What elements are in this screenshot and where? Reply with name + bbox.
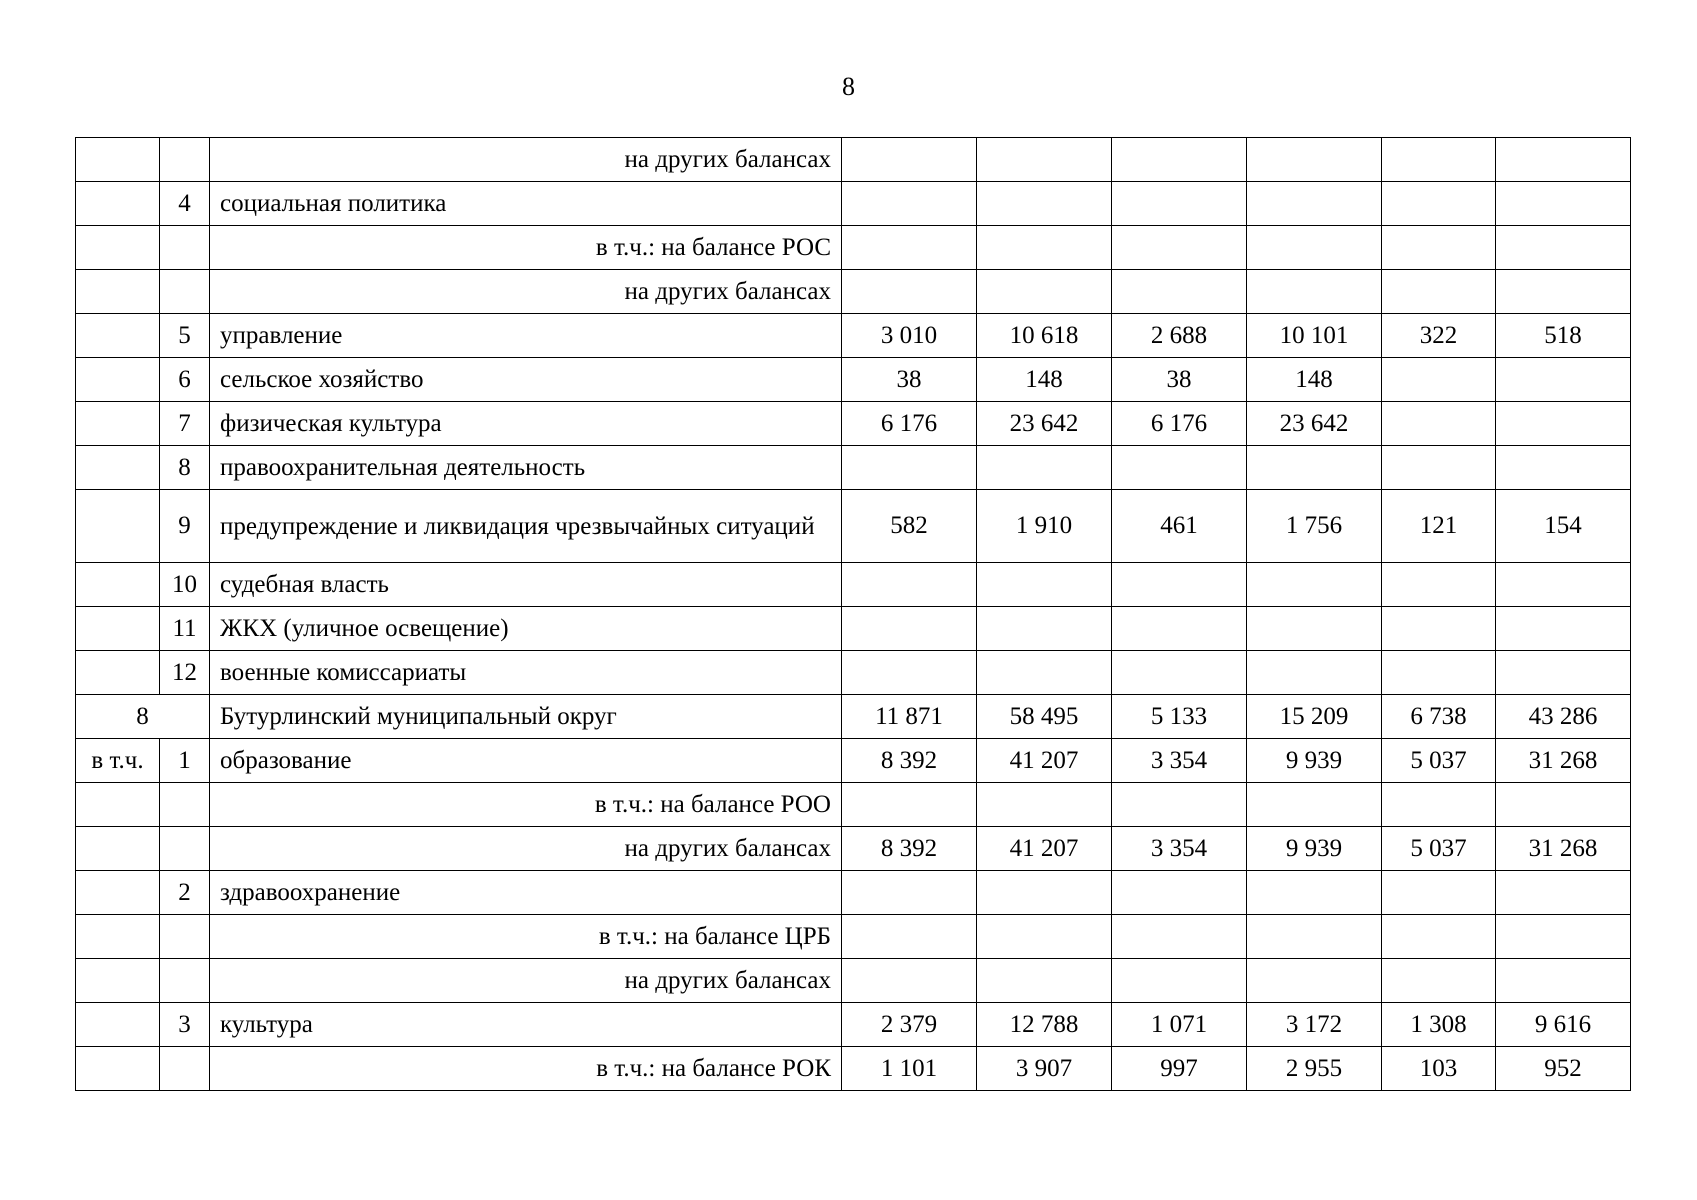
value-cell: 1 101	[842, 1047, 977, 1091]
value-cell	[1382, 402, 1496, 446]
value-cell: 5 037	[1382, 827, 1496, 871]
value-cell: 31 268	[1496, 739, 1631, 783]
row-group-label	[76, 651, 160, 695]
value-cell: 58 495	[977, 695, 1112, 739]
value-cell	[1496, 270, 1631, 314]
value-cell	[1112, 783, 1247, 827]
value-cell	[977, 138, 1112, 182]
value-cell	[842, 783, 977, 827]
value-cell: 1 756	[1247, 490, 1382, 563]
table-row	[76, 358, 1631, 402]
value-cell: 3 172	[1247, 1003, 1382, 1047]
value-cell	[842, 607, 977, 651]
value-cell	[1496, 358, 1631, 402]
value-cell: 3 354	[1112, 827, 1247, 871]
value-cell: 41 207	[977, 739, 1112, 783]
table-row	[76, 182, 1631, 226]
value-cell	[977, 563, 1112, 607]
table-row	[76, 651, 1631, 695]
value-cell	[1496, 402, 1631, 446]
table-row	[76, 827, 1631, 871]
value-cell: 148	[1247, 358, 1382, 402]
row-name: военные комиссариаты	[210, 651, 842, 695]
row-group-label	[76, 314, 160, 358]
value-cell	[1247, 607, 1382, 651]
row-item-number	[160, 226, 210, 270]
table-row	[76, 314, 1631, 358]
value-cell	[1112, 915, 1247, 959]
value-cell: 1 308	[1382, 1003, 1496, 1047]
value-cell	[1382, 358, 1496, 402]
value-cell: 461	[1112, 490, 1247, 563]
value-cell	[977, 783, 1112, 827]
row-item-number	[160, 959, 210, 1003]
table-row	[76, 1003, 1631, 1047]
row-item-number	[160, 1047, 210, 1091]
row-group-label	[76, 827, 160, 871]
table-row	[76, 871, 1631, 915]
row-name: Бутурлинский муниципальный округ	[210, 695, 842, 739]
value-cell: 2 688	[1112, 314, 1247, 358]
row-group-label	[76, 959, 160, 1003]
value-cell	[842, 226, 977, 270]
value-cell: 154	[1496, 490, 1631, 563]
value-cell	[842, 871, 977, 915]
row-name: образование	[210, 739, 842, 783]
value-cell: 23 642	[977, 402, 1112, 446]
row-group-label	[76, 446, 160, 490]
row-item-number	[160, 270, 210, 314]
value-cell: 582	[842, 490, 977, 563]
row-group-label	[76, 1003, 160, 1047]
table-row	[76, 446, 1631, 490]
value-cell: 10 101	[1247, 314, 1382, 358]
value-cell	[977, 959, 1112, 1003]
table-row	[76, 739, 1631, 783]
value-cell	[1382, 959, 1496, 1003]
value-cell	[1496, 226, 1631, 270]
value-cell: 148	[977, 358, 1112, 402]
value-cell	[1247, 226, 1382, 270]
value-cell	[1382, 915, 1496, 959]
value-cell: 38	[1112, 358, 1247, 402]
row-item-number	[160, 783, 210, 827]
value-cell: 5 037	[1382, 739, 1496, 783]
row-item-number: 3	[160, 1003, 210, 1047]
value-cell: 23 642	[1247, 402, 1382, 446]
value-cell: 121	[1382, 490, 1496, 563]
row-name: здравоохранение	[210, 871, 842, 915]
value-cell	[842, 651, 977, 695]
value-cell: 38	[842, 358, 977, 402]
value-cell	[1382, 226, 1496, 270]
row-name: предупреждение и ликвидация чрезвычайных ситуаций	[210, 490, 842, 563]
value-cell	[1496, 607, 1631, 651]
value-cell: 9 616	[1496, 1003, 1631, 1047]
row-name: сельское хозяйство	[210, 358, 842, 402]
value-cell	[977, 226, 1112, 270]
value-cell	[977, 915, 1112, 959]
value-cell: 31 268	[1496, 827, 1631, 871]
value-cell: 997	[1112, 1047, 1247, 1091]
row-group-label	[76, 402, 160, 446]
value-cell: 952	[1496, 1047, 1631, 1091]
value-cell: 103	[1382, 1047, 1496, 1091]
value-cell	[1247, 783, 1382, 827]
row-item-number: 4	[160, 182, 210, 226]
value-cell	[1112, 446, 1247, 490]
row-group-label	[76, 1047, 160, 1091]
value-cell: 2 955	[1247, 1047, 1382, 1091]
value-cell	[1382, 138, 1496, 182]
row-item-number: 2	[160, 871, 210, 915]
value-cell	[1112, 226, 1247, 270]
value-cell	[1112, 651, 1247, 695]
row-item-number: 10	[160, 563, 210, 607]
row-name: ЖКХ (уличное освещение)	[210, 607, 842, 651]
value-cell	[977, 651, 1112, 695]
row-group-label	[76, 358, 160, 402]
value-cell: 322	[1382, 314, 1496, 358]
row-name: на других балансах	[210, 138, 842, 182]
value-cell	[1112, 871, 1247, 915]
value-cell: 518	[1496, 314, 1631, 358]
row-group-label	[76, 783, 160, 827]
value-cell	[1496, 446, 1631, 490]
value-cell	[842, 446, 977, 490]
row-group-label: в т.ч.	[76, 739, 160, 783]
value-cell	[1496, 563, 1631, 607]
row-group-label	[76, 871, 160, 915]
value-cell	[842, 270, 977, 314]
table-row	[76, 226, 1631, 270]
value-cell: 8 392	[842, 827, 977, 871]
value-cell: 1 910	[977, 490, 1112, 563]
value-cell	[1112, 607, 1247, 651]
value-cell	[977, 446, 1112, 490]
row-group-label	[76, 182, 160, 226]
value-cell	[1382, 182, 1496, 226]
row-item-number: 1	[160, 739, 210, 783]
value-cell	[977, 607, 1112, 651]
value-cell	[842, 915, 977, 959]
value-cell: 9 939	[1247, 827, 1382, 871]
value-cell	[1382, 783, 1496, 827]
value-cell: 43 286	[1496, 695, 1631, 739]
value-cell	[1382, 607, 1496, 651]
table-row	[76, 915, 1631, 959]
row-item-number: 11	[160, 607, 210, 651]
value-cell	[1112, 270, 1247, 314]
value-cell: 6 738	[1382, 695, 1496, 739]
row-name: в т.ч.: на балансе РОС	[210, 226, 842, 270]
value-cell	[1247, 446, 1382, 490]
table-row	[76, 402, 1631, 446]
row-item-number: 8	[160, 446, 210, 490]
row-name: социальная политика	[210, 182, 842, 226]
statistics-table	[75, 137, 1631, 1091]
value-cell	[977, 182, 1112, 226]
row-name: в т.ч.: на балансе ЦРБ	[210, 915, 842, 959]
table-row	[76, 563, 1631, 607]
row-item-number: 6	[160, 358, 210, 402]
value-cell	[1496, 651, 1631, 695]
value-cell	[1247, 138, 1382, 182]
row-name: управление	[210, 314, 842, 358]
value-cell: 3 010	[842, 314, 977, 358]
row-group-label	[76, 607, 160, 651]
table-row	[76, 783, 1631, 827]
table-row	[76, 1047, 1631, 1091]
row-item-number	[160, 138, 210, 182]
value-cell	[1382, 651, 1496, 695]
row-item-number	[160, 827, 210, 871]
row-group-label	[76, 915, 160, 959]
value-cell: 6 176	[1112, 402, 1247, 446]
row-item-number: 5	[160, 314, 210, 358]
value-cell	[1247, 871, 1382, 915]
value-cell	[1247, 651, 1382, 695]
value-cell: 9 939	[1247, 739, 1382, 783]
row-name: физическая культура	[210, 402, 842, 446]
value-cell	[842, 959, 977, 1003]
value-cell	[1382, 270, 1496, 314]
value-cell: 10 618	[977, 314, 1112, 358]
value-cell: 3 354	[1112, 739, 1247, 783]
row-item-number: 9	[160, 490, 210, 563]
value-cell	[1496, 182, 1631, 226]
value-cell	[977, 270, 1112, 314]
value-cell	[1247, 182, 1382, 226]
value-cell	[1382, 446, 1496, 490]
row-name: культура	[210, 1003, 842, 1047]
value-cell	[1382, 563, 1496, 607]
row-item-number: 7	[160, 402, 210, 446]
row-name: на других балансах	[210, 959, 842, 1003]
row-group-label	[76, 490, 160, 563]
row-name: в т.ч.: на балансе РОО	[210, 783, 842, 827]
value-cell	[842, 138, 977, 182]
value-cell	[842, 563, 977, 607]
value-cell	[1496, 871, 1631, 915]
page-number: 8	[842, 72, 855, 101]
value-cell	[1112, 182, 1247, 226]
row-name: судебная власть	[210, 563, 842, 607]
row-item-number: 12	[160, 651, 210, 695]
value-cell: 3 907	[977, 1047, 1112, 1091]
value-cell	[1247, 959, 1382, 1003]
table-row	[76, 607, 1631, 651]
value-cell	[1496, 138, 1631, 182]
table-row	[76, 270, 1631, 314]
value-cell	[1112, 138, 1247, 182]
row-group-number: 8	[76, 695, 210, 739]
value-cell	[1382, 871, 1496, 915]
row-group-label	[76, 563, 160, 607]
row-name: на других балансах	[210, 827, 842, 871]
row-name: на других балансах	[210, 270, 842, 314]
row-group-label	[76, 270, 160, 314]
value-cell: 6 176	[842, 402, 977, 446]
value-cell	[1112, 959, 1247, 1003]
row-name: в т.ч.: на балансе РОК	[210, 1047, 842, 1091]
value-cell	[1247, 270, 1382, 314]
value-cell	[1496, 959, 1631, 1003]
value-cell	[1247, 915, 1382, 959]
table-body	[76, 138, 1631, 1091]
table-row	[76, 490, 1631, 563]
value-cell	[1247, 563, 1382, 607]
value-cell	[977, 871, 1112, 915]
row-name: правоохранительная деятельность	[210, 446, 842, 490]
table-row	[76, 695, 1631, 739]
value-cell	[1112, 563, 1247, 607]
value-cell	[1496, 915, 1631, 959]
table-row	[76, 959, 1631, 1003]
value-cell: 15 209	[1247, 695, 1382, 739]
value-cell: 5 133	[1112, 695, 1247, 739]
value-cell: 8 392	[842, 739, 977, 783]
value-cell: 11 871	[842, 695, 977, 739]
value-cell: 12 788	[977, 1003, 1112, 1047]
value-cell: 2 379	[842, 1003, 977, 1047]
value-cell: 41 207	[977, 827, 1112, 871]
value-cell	[842, 182, 977, 226]
row-group-label	[76, 138, 160, 182]
table-row	[76, 138, 1631, 182]
value-cell: 1 071	[1112, 1003, 1247, 1047]
value-cell	[1496, 783, 1631, 827]
row-group-label	[76, 226, 160, 270]
row-item-number	[160, 915, 210, 959]
